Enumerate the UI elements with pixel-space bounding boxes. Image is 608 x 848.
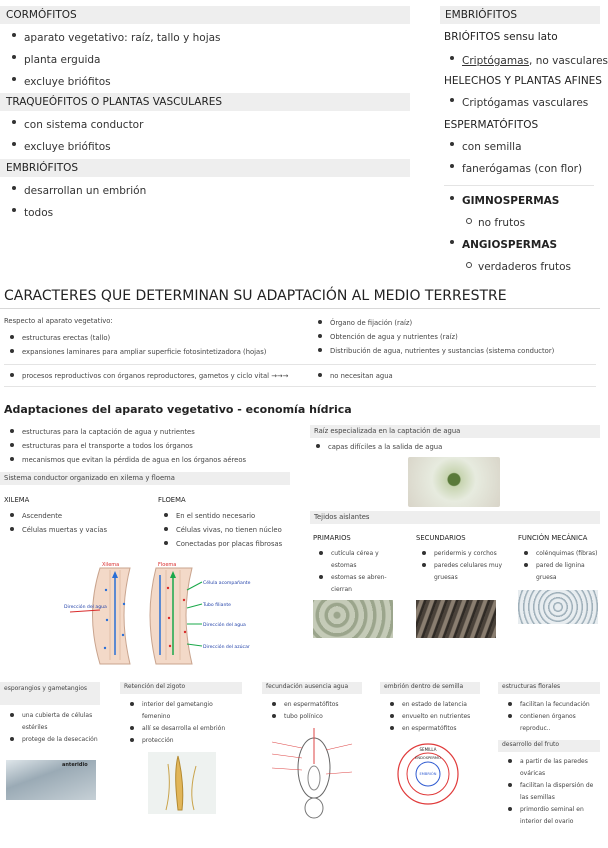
list-item: estructuras para el transporte a todos los órganos: [4, 439, 304, 453]
diagram-label-dir-azucar: Dirección del azúcar: [203, 645, 250, 650]
briofitos-list: [444, 50, 608, 72]
list-item: una cubierta de células estériles: [4, 710, 100, 734]
esporangios-header: esporangios y gametangios: [0, 682, 100, 705]
cormofitos-header: CORMÓFITOS: [0, 6, 410, 24]
list-item: ANGIOSPERMAS: [444, 234, 600, 256]
list-item: tubo polínico: [266, 711, 362, 723]
floema-list: [158, 509, 298, 551]
diagram-label-celula: Célula acompañante: [203, 581, 251, 586]
list-item: en espermatófitos: [266, 699, 362, 711]
espermatofitos-title: ESPERMATÓFITOS: [444, 119, 539, 131]
helechos-list: [444, 92, 600, 114]
list-item: envuelto en nutrientes: [384, 711, 480, 723]
fecundacion-list: [266, 699, 362, 723]
desarrollo-fruto-header: desarrollo del fruto: [498, 740, 600, 752]
embriofitos-header: EMBRIÓFITOS: [0, 159, 410, 177]
list-item: peridermis y corchos: [416, 548, 506, 560]
list-item: paredes celulares muy gruesas: [416, 560, 506, 584]
list-item: no frutos: [460, 212, 600, 234]
list-item: en estado de latencia: [384, 699, 480, 711]
list-item: planta erguida: [6, 49, 406, 71]
list-item: pared de lignina gruesa: [518, 560, 600, 584]
traqueofitos-header: TRAQUEÓFITOS O PLANTAS VASCULARES: [0, 93, 410, 111]
list-item: procesos reproductivos con órganos reproductores, gametos y ciclo vital →→→: [4, 369, 304, 383]
list-item: Conectadas por placas fibrosas: [158, 537, 298, 551]
list-item: Criptógamas vasculares: [444, 92, 600, 114]
list-item: GIMNOSPERMAS: [444, 190, 600, 212]
secundarios-list: [416, 548, 506, 584]
raiz-list: [310, 440, 590, 454]
list-item: allí se desarrolla el embrión: [124, 723, 242, 735]
list-item: todos: [6, 202, 406, 224]
divider: [4, 386, 596, 387]
xilema-list: [4, 509, 144, 537]
angiospermas-list: [444, 234, 600, 256]
angiospermas-sub: [460, 256, 600, 278]
list-item: a partir de las paredes ováricas: [502, 756, 598, 780]
embrion-semilla-list: [384, 699, 480, 735]
retencion-list: [124, 699, 242, 747]
anteridio-label: anteridio: [62, 762, 88, 768]
adaptaciones-list: [4, 425, 304, 467]
list-item: excluye briófitos: [6, 136, 406, 158]
desarrollo-fruto-list: [502, 756, 598, 828]
funcion-mecanica-list: [518, 548, 600, 584]
list-item: protección: [124, 735, 242, 747]
anteridio-photo: [6, 760, 96, 800]
raiz-header: Raíz especializada en la captación de agua: [310, 425, 600, 438]
list-item: En el sentido necesario: [158, 509, 298, 523]
list-item: facilitan la fecundación: [502, 699, 598, 711]
tejidos-header: Tejidos aislantes: [310, 511, 600, 524]
diagram-label-xilema: Xilema: [102, 562, 120, 568]
list-item: mecanismos que evitan la pérdida de agua en los órganos aéreos: [4, 453, 304, 467]
list-item: estructuras para la captación de agua y nutrientes: [4, 425, 304, 439]
list-item: Distribución de agua, nutrientes y sustancias (sistema conductor): [312, 344, 600, 358]
caracteres-row2-right: [312, 369, 592, 383]
xilema-title: XILEMA: [4, 496, 30, 504]
list-item: Ascendente: [4, 509, 144, 523]
divider: [4, 364, 596, 365]
list-item: Obtención de agua y nutrientes (raíz): [312, 330, 600, 344]
list-item: excluye briófitos: [6, 71, 406, 93]
list-item: interior del gametangio femenino: [124, 699, 242, 723]
list-item: protege de la desecación: [4, 734, 100, 746]
caracteres-intro: Respecto al aparato vegetativo:: [4, 317, 113, 325]
funcion-mecanica-photo: [518, 590, 598, 624]
list-item: en espermatófitos: [384, 723, 480, 735]
list-item: estomas se abren-cierran: [313, 572, 403, 596]
espermatofitos-list: [444, 136, 600, 180]
semilla-diagram: [396, 742, 460, 806]
list-item: fanerógamas (con flor): [444, 158, 600, 180]
funcion-mecanica-title: FUNCIÓN MECÁNICA: [518, 534, 588, 542]
ring-label-semilla: SEMILLA: [419, 747, 437, 752]
tubo-polinico-diagram: [264, 728, 364, 820]
adaptaciones-title: Adaptaciones del aparato vegetativo - economía hídrica: [4, 403, 352, 416]
esporangios-list: [4, 710, 100, 746]
fecundacion-header: fecundación ausencia agua: [262, 682, 362, 694]
diagram-label-dir-agua2: Dirección del agua: [203, 623, 246, 628]
diagram-label-tubo: Tubo filiante: [203, 603, 232, 608]
criptogamas-link[interactable]: Criptógamas: [462, 55, 530, 67]
cormofitos-list: [6, 27, 406, 93]
zigoto-illustration: [148, 752, 216, 814]
list-item: [444, 50, 608, 72]
list-item: primordio seminal en interior del ovario: [502, 804, 598, 828]
list-item: estructuras erectas (tallo): [4, 331, 304, 345]
xilema-floema-diagram: [60, 560, 251, 670]
ring-label-embrion: EMBRIÓN: [419, 772, 437, 776]
list-item: aparato vegetativo: raíz, tallo y hojas: [6, 27, 406, 49]
list-item: Órgano de fijación (raíz): [312, 316, 600, 330]
primarios-list: [313, 548, 403, 596]
caracteres-right-list: [312, 316, 600, 358]
embrion-semilla-header: embrión dentro de semilla: [380, 682, 480, 694]
list-item: desarrollan un embrión: [6, 180, 406, 202]
diagram-label-floema: Floema: [158, 562, 177, 568]
list-item: Células muertas y vacías: [4, 523, 144, 537]
list-item: expansiones laminares para ampliar superficie fotosintetizadora (hojas): [4, 345, 304, 359]
floema-title: FLOEMA: [158, 496, 186, 504]
list-item: con sistema conductor: [6, 114, 406, 136]
list-item: colénquimas (fibras): [518, 548, 600, 560]
list-item: con semilla: [444, 136, 600, 158]
embriofitos-list: [6, 180, 406, 224]
caracteres-row2-left: [4, 369, 304, 383]
caracteres-title: CARACTERES QUE DETERMINAN SU ADAPTACIÓN AL MEDIO TERRESTRE: [4, 288, 507, 304]
secundarios-title: SECUNDARIOS: [416, 534, 466, 542]
caracteres-left-list: [4, 331, 304, 359]
raiz-photo: [408, 457, 500, 507]
helechos-title: HELECHOS Y PLANTAS AFINES: [444, 75, 602, 87]
divider: [0, 308, 600, 309]
diagram-label-direccion-agua: Dirección del agua: [64, 605, 107, 610]
briofitos-title: BRIÓFITOS sensu lato: [444, 31, 558, 43]
list-item-text: , no vasculares: [529, 55, 608, 67]
traqueofitos-list: [6, 114, 406, 158]
embriofitos-right-header: EMBRIÓFITOS: [440, 6, 600, 24]
list-item: no necesitan agua: [312, 369, 592, 383]
list-item: contienen órganos reproduc..: [502, 711, 598, 735]
primarios-photo: [313, 600, 393, 638]
estructuras-florales-header: estructuras florales: [498, 682, 600, 694]
primarios-title: PRIMARIOS: [313, 534, 351, 542]
retencion-header: Retención del zigoto: [120, 682, 242, 694]
list-item: facilitan la dispersión de las semillas: [502, 780, 598, 804]
gimnospermas-sub: [460, 212, 600, 234]
list-item: verdaderos frutos: [460, 256, 600, 278]
divider: [444, 185, 594, 186]
sistema-conductor-header: Sistema conductor organizado en xilema y floema: [0, 472, 290, 485]
secundarios-photo: [416, 600, 496, 638]
estructuras-florales-list: [502, 699, 598, 735]
list-item: capas difíciles a la salida de agua: [310, 440, 590, 454]
ring-label-endospermo: ENDOSPERMO: [415, 756, 441, 760]
list-item: cutícula cérea y estomas: [313, 548, 403, 572]
gimnospermas-list: [444, 190, 600, 212]
list-item: Células vivas, no tienen núcleo: [158, 523, 298, 537]
